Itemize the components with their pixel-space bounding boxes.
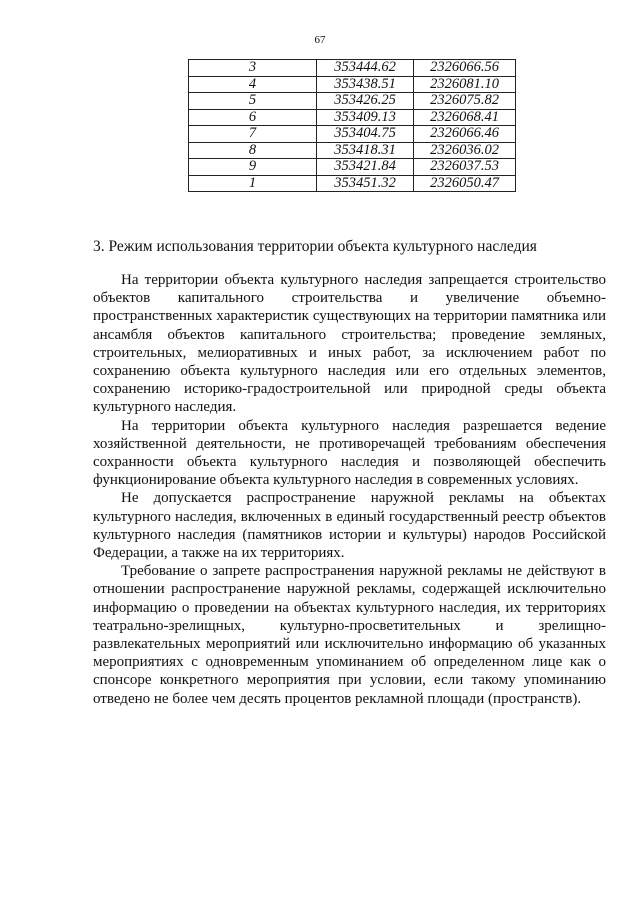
page-number: 67 — [314, 34, 326, 46]
table-row — [189, 126, 516, 143]
point-number: 9 — [189, 159, 317, 176]
point-number: 1 — [189, 175, 317, 192]
table-row — [189, 159, 516, 176]
coordinate-x: 353451.32 — [317, 175, 414, 192]
coordinate-x: 353421.84 — [317, 159, 414, 176]
section-body — [93, 271, 606, 708]
table-row — [189, 175, 516, 192]
table-row — [189, 142, 516, 159]
table-row — [189, 109, 516, 126]
section-heading: 3. Режим использования территории объекта культурного наследия — [93, 238, 537, 255]
point-number: 4 — [189, 76, 317, 93]
paragraph-permitted-activity: На территории объекта культурного наследия разрешается ведение хозяйственной деятельности, не противоречащей требованиям обеспечения сохранности объекта культурного наследия и позволяющей обеспечить функционирование объекта культурного наследия в современных условиях. — [93, 417, 606, 489]
coordinate-y: 2326066.56 — [414, 60, 516, 77]
table-row — [189, 60, 516, 77]
table-row — [189, 93, 516, 110]
coordinate-y: 2326066.46 — [414, 126, 516, 143]
point-number: 5 — [189, 93, 317, 110]
point-number: 8 — [189, 142, 317, 159]
point-number: 3 — [189, 60, 317, 77]
coordinate-x: 353409.13 — [317, 109, 414, 126]
coordinate-x: 353444.62 — [317, 60, 414, 77]
coordinate-y: 2326050.47 — [414, 175, 516, 192]
coordinate-y: 2326068.41 — [414, 109, 516, 126]
coordinates-table — [188, 59, 516, 192]
coordinate-x: 353438.51 — [317, 76, 414, 93]
paragraph-advertising-exception: Требование о запрете распространения наружной рекламы не действуют в отношении распространение наружной рекламы, содержащей исключительно информацию о проведении на объектах культурного наследия, их территориях театрально-зрелищных, культурно-просветительных и зрелищно-развлекательных мероприятий или исключительно информацию об указанных мероприятиях с одновременным упоминанием об определенном лице как о спонсоре конкретного мероприятия при условии, если такому упоминанию отведено не более чем десять процентов рекламной площади (пространств). — [93, 563, 606, 707]
coordinate-x: 353404.75 — [317, 126, 414, 143]
coordinate-y: 2326081.10 — [414, 76, 516, 93]
point-number: 7 — [189, 126, 317, 143]
coordinate-y: 2326036.02 — [414, 142, 516, 159]
table-row — [189, 76, 516, 93]
coordinate-y: 2326075.82 — [414, 93, 516, 110]
coordinate-x: 353418.31 — [317, 142, 414, 159]
point-number: 6 — [189, 109, 317, 126]
paragraph-advertising-ban: Не допускается распространение наружной рекламы на объектах культурного наследия, включенных в единый государственный реестр объектов культурного наследия (памятников истории и культуры) народов Российской Федерации, а также на их территориях. — [93, 490, 606, 562]
coordinate-x: 353426.25 — [317, 93, 414, 110]
paragraph-prohibition: На территории объекта культурного наследия запрещается строительство объектов капитального строительства и увеличение объемно-пространственных характеристик существующих на территории памятника или ансамбля объектов капитального строительства; проведение земляных, строительных, мелиоративных и иных работ, за исключением работ по сохранению объекта культурного наследия или его отдельных элементов, сохранению историко-градостроительной или природной среды объекта культурного наследия. — [93, 272, 606, 416]
coordinate-y: 2326037.53 — [414, 159, 516, 176]
